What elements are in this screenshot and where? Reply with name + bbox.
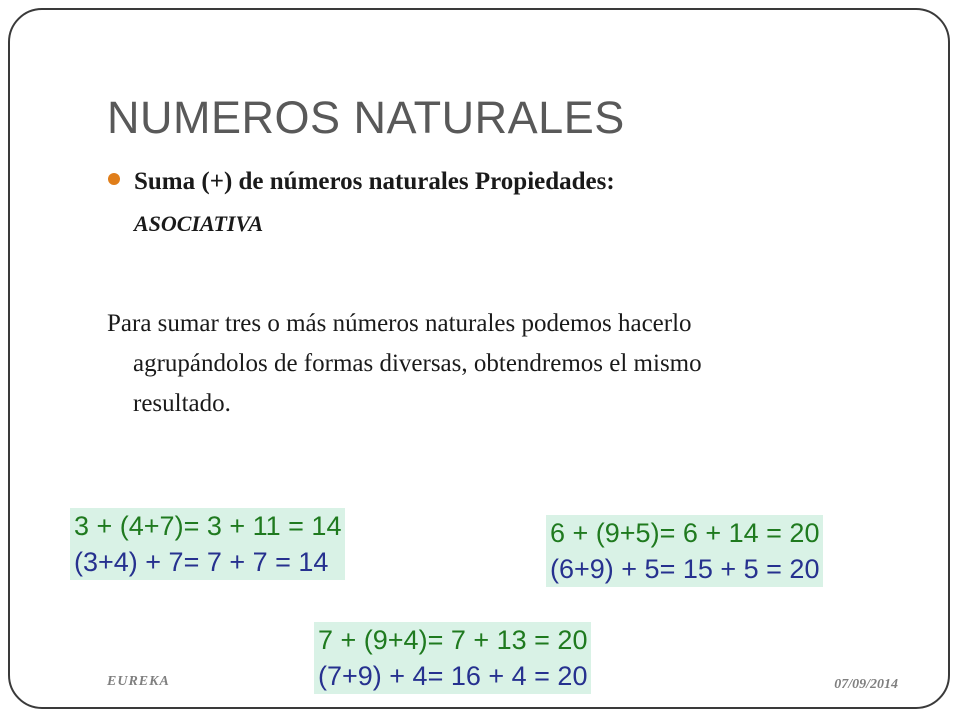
equation-top: 6 + (9+5)= 6 + 14 = 20 <box>546 515 823 551</box>
slide-title: NUMEROS NATURALES <box>107 92 625 143</box>
equation-bottom: (7+9) + 4= 16 + 4 = 20 <box>314 658 591 694</box>
body-paragraph <box>107 304 867 424</box>
paragraph-line-3: resultado. <box>133 390 231 417</box>
slide-frame <box>8 8 950 709</box>
bullet-bold-text: Suma (+) de números naturales Propiedades: <box>134 168 615 195</box>
equation-image-3 <box>306 618 601 694</box>
footer-date: 07/09/2014 <box>834 677 898 692</box>
footer-left-text: EUREKA <box>107 674 170 689</box>
paragraph-line-2: agrupándolos de formas diversas, obtendremos el mismo <box>133 350 702 377</box>
bullet-icon <box>108 173 120 185</box>
equation-bottom: (3+4) + 7= 7 + 7 = 14 <box>70 544 345 580</box>
equation-image-2 <box>538 511 833 587</box>
equation-image-1 <box>62 504 355 580</box>
equation-bottom: (6+9) + 5= 15 + 5 = 20 <box>546 551 823 587</box>
equation-top: 3 + (4+7)= 3 + 11 = 14 <box>70 508 345 544</box>
bullet-item <box>134 161 615 245</box>
paragraph-line-1: Para sumar tres o más números naturales podemos hacerlo <box>107 310 692 337</box>
bullet-italic-text: ASOCIATIVA <box>134 211 264 236</box>
equation-top: 7 + (9+4)= 7 + 13 = 20 <box>314 622 591 658</box>
